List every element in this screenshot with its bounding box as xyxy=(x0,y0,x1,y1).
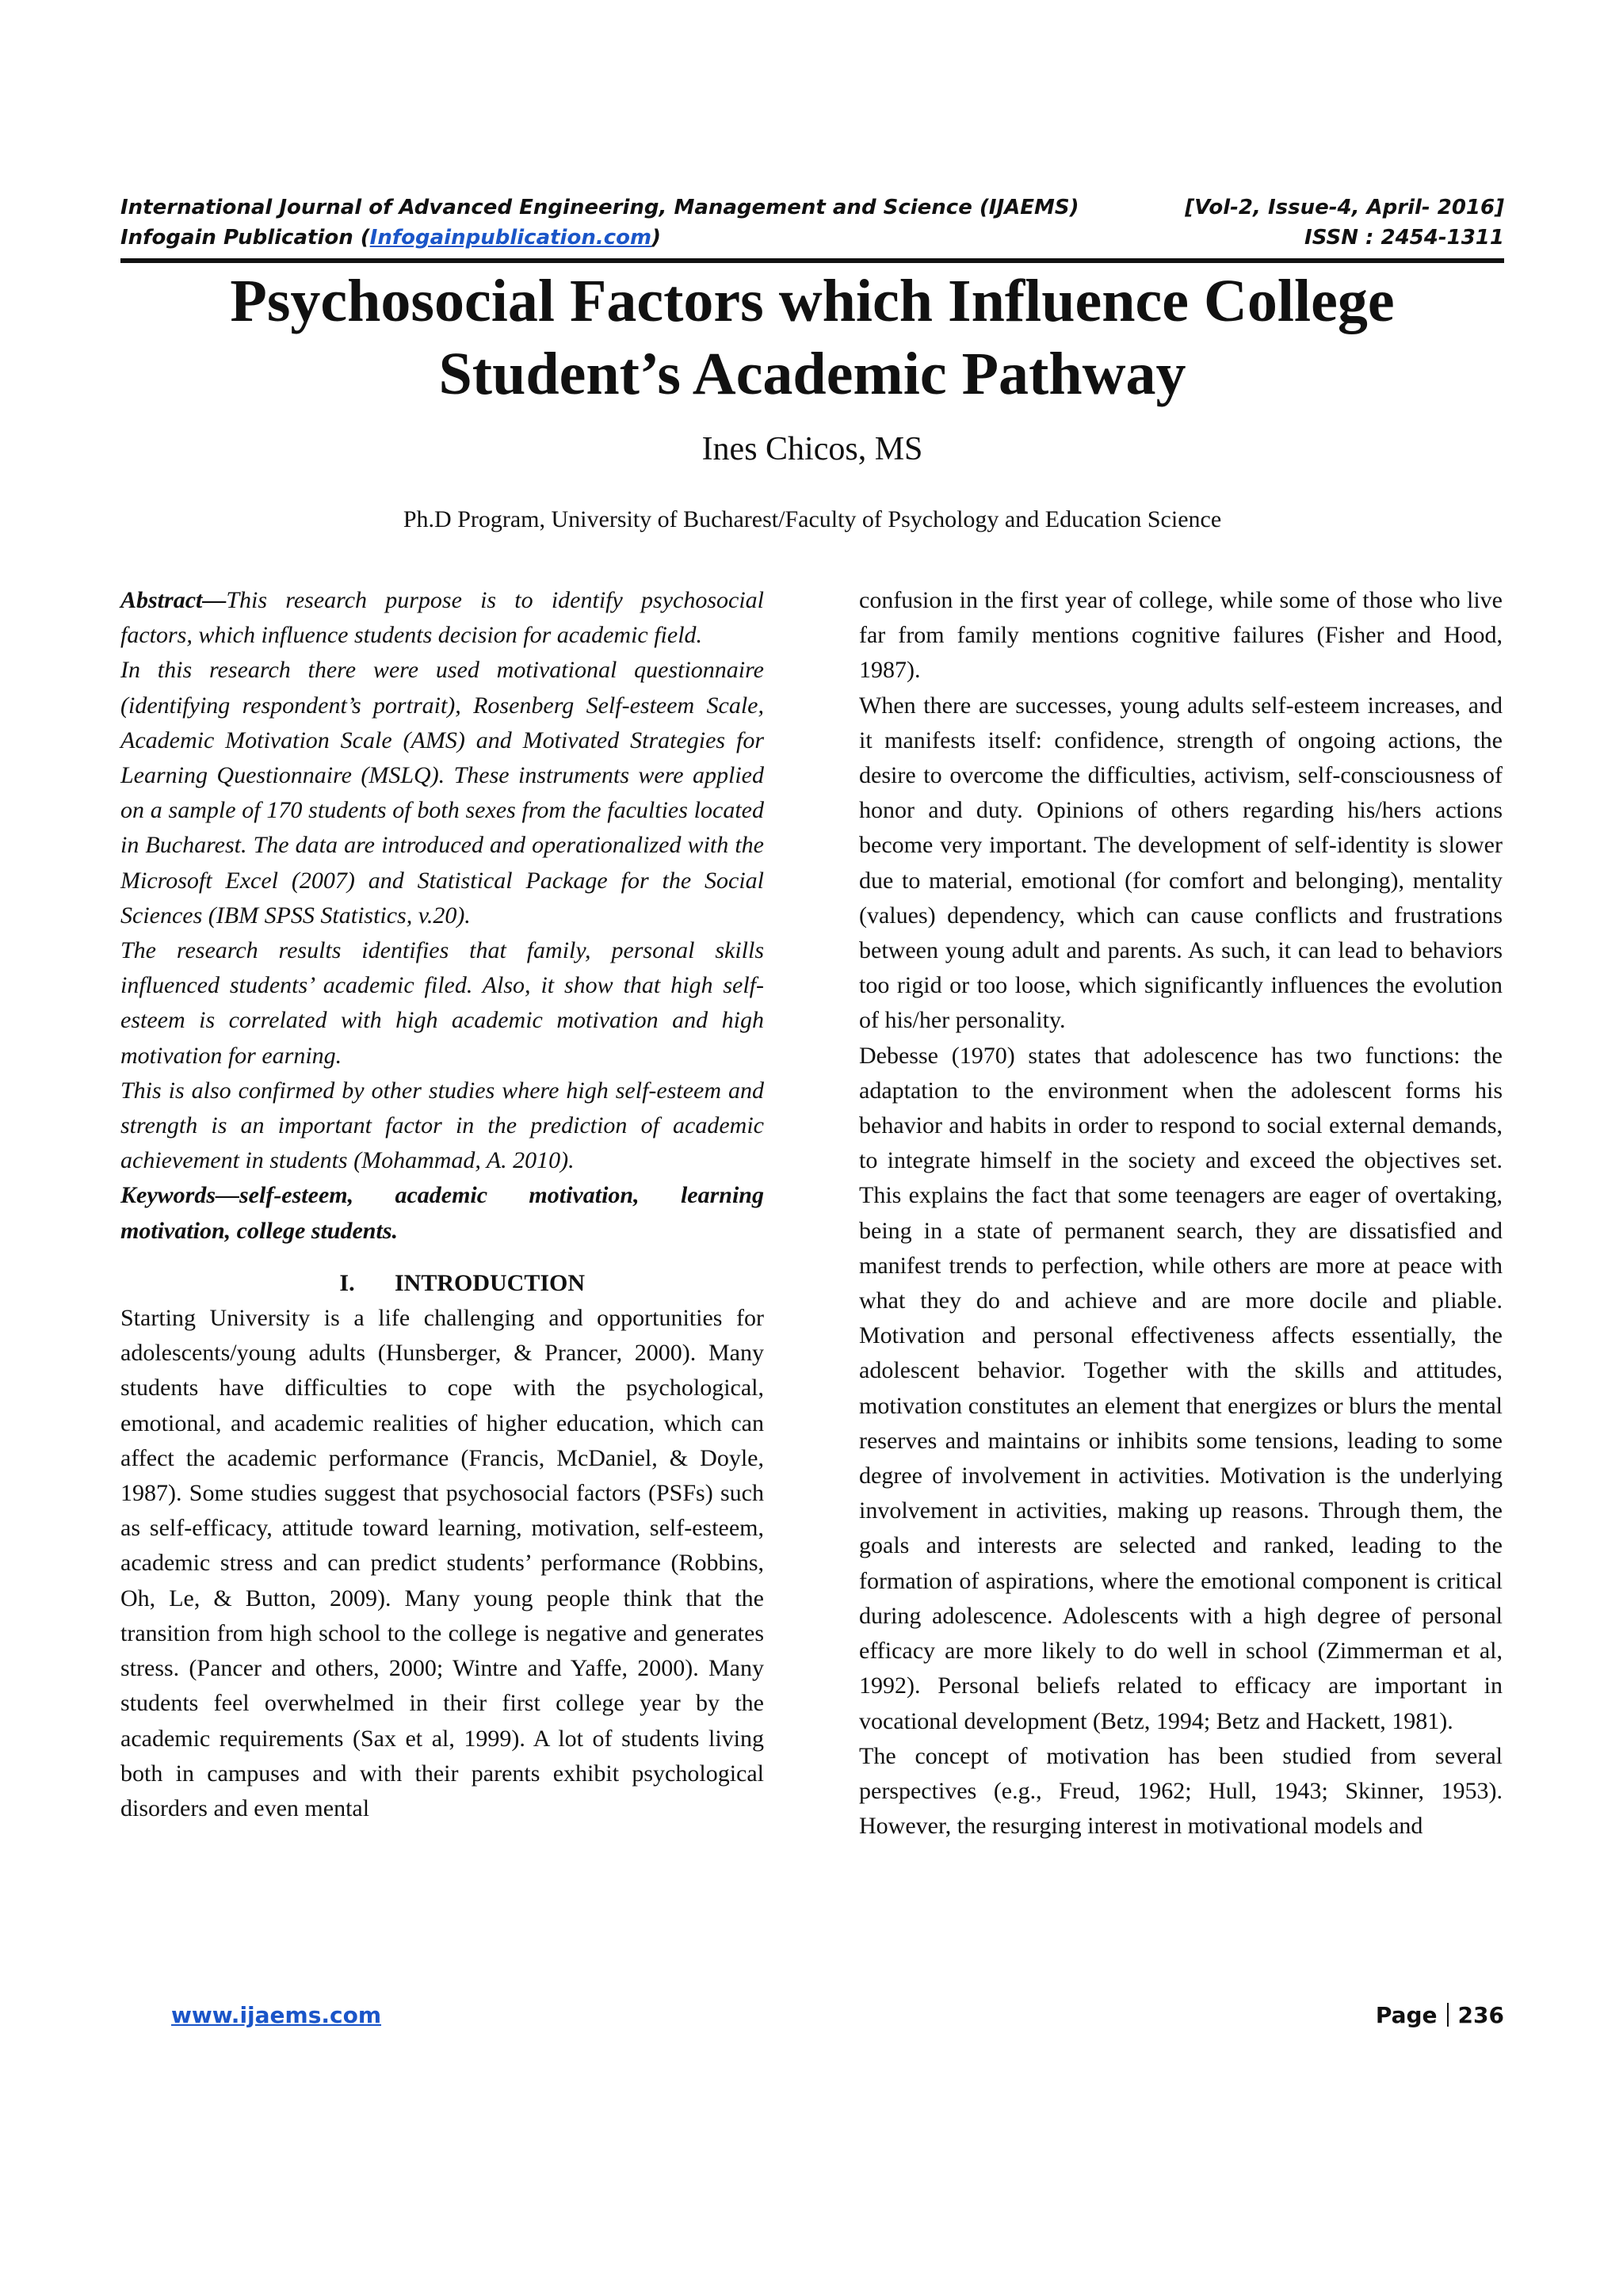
section-number: I. xyxy=(339,1269,355,1296)
page-label: Page xyxy=(1375,2002,1438,2028)
abstract-paragraph-3: The research results identifies that family, personal skills influenced students’ academic filed. Also, it show that high self-esteem is correlated with high academic motivation and high motivation for earning. xyxy=(120,937,764,1069)
author-affiliation: Ph.D Program, University of Bucharest/Faculty of Psychology and Education Science xyxy=(403,506,1222,532)
running-header-line1 xyxy=(120,193,1504,222)
abstract-paragraph-2: In this research there were used motivational questionnaire (identifying respondent’s portrait), Rosenberg Self-esteem Scale, Academic Motivation Scale (AMS) and Motivated Strategies for Learning Questionnaire (MSLQ). These instruments were applied on a sample of 170 students of both sexes from the faculties located in Bucharest. The data are introduced and operationalized with the Microsoft Excel (2007) and Statistical Package for the Social Sciences (IBM SPSS Statistics, v.20). xyxy=(120,657,764,929)
journal-name: International Journal of Advanced Engineering, Management and Science (IJAEMS) xyxy=(120,196,1079,219)
left-column xyxy=(120,583,764,1826)
page-number: 236 xyxy=(1457,2002,1504,2028)
introduction-paragraph-1: Starting University is a life challenging and opportunities for adolescents/young adults (Hunsberger, & Prancer, 2000). Many students have difficulties to cope with the psychological, emotional, and academic realities of higher education, which can affect the academic performance (Francis, McDaniel, & Doyle, 1987). Some studies suggest that psychosocial factors (PSFs) such as self-efficacy, attitude toward learning, motivation, self-esteem, academic stress and can predict students’ performance (Robbins, Oh, Le, & Button, 2009). Many young people think that the transition from high school to the college is negative and generates stress. (Pancer and others, 2000; Wintre and Yaffe, 2000). Many students feel overwhelmed in their first college year by the academic requirements (Sax et al, 1999). A lot of students living both in campuses and with their parents exhibit psychological disorders and even mental xyxy=(120,1305,764,1821)
abstract-paragraph-1: Abstract—This research purpose is to identify psychosocial factors, which influence students decision for academic field. xyxy=(120,587,764,649)
section-title: INTRODUCTION xyxy=(394,1269,586,1296)
abstract-paragraph-4: This is also confirmed by other studies where high self-esteem and strength is an important factor in the prediction of academic achievement in students (Mohammad, A. 2010). xyxy=(120,1077,764,1174)
body-paragraph-4: The concept of motivation has been studied from several perspectives (e.g., Freud, 1962; Hull, 1943; Skinner, 1953). However, the resurging interest in motivational models and xyxy=(859,1742,1503,1840)
footer-page-number xyxy=(1376,2000,1504,2031)
body-paragraph-3: Debesse (1970) states that adolescence has two functions: the adaptation to the environment when the adolescent forms his behavior and habits in order to respond to social external demands, to integrate himself in the society and exceed the objectives set. This explains the fact that some teenagers are eager of overtaking, being in a state of permanent search, they are dissatisfied and manifest trends to perfection, while others are more at peace with what they do and achieve and are more docile and pliable. Motivation and personal effectiveness affects essentially, the adolescent behavior. Together with the skills and attitudes, motivation constitutes an element that energizes or blurs the mental reserves and maintains or inhibits some tensions, leading to some degree of involvement in activities. Motivation is the underlying involvement in activities, making up reasons. Through them, the goals and interests are selected and ranked, leading to the formation of aspirations, where the emotional component is critical during adolescence. Adolescents with a high degree of personal efficacy are more likely to do well in school (Zimmerman et al, 1992). Personal beliefs related to efficacy are important in vocational development (Betz, 1994; Betz and Hackett, 1981). xyxy=(859,1042,1503,1734)
publisher-link[interactable]: Infogainpublication.com xyxy=(369,226,652,250)
publisher-suffix: ) xyxy=(651,226,661,250)
abstract-label: Abstract— xyxy=(120,587,227,613)
running-header-line2 xyxy=(120,223,1504,252)
section-heading-introduction xyxy=(120,1266,764,1301)
footer-website-link[interactable]: www.ijaems.com xyxy=(171,2002,382,2028)
article-title: Psychosocial Factors which Influence College Student’s Academic Pathway xyxy=(230,268,1395,407)
header-rule xyxy=(120,258,1504,263)
issn: ISSN : 2454-1311 xyxy=(1304,226,1504,250)
article-author: Ines Chicos, MS xyxy=(701,431,923,467)
body-paragraph-1: confusion in the first year of college, while some of those who live far from family mentions cognitive failures (Fisher and Hood, 1987). xyxy=(859,587,1503,684)
volume-issue: [Vol-2, Issue-4, April- 2016] xyxy=(1185,196,1504,219)
body-paragraph-2: When there are successes, young adults self-esteem increases, and it manifests itself: confidence, strength of ongoing actions, the desire to overcome the difficulties, activism, self-consciousness of honor and duty. Opinions of others regarding his/hers actions become very important. The development of self-identity is slower due to material, emotional (for comfort and belonging), mentality (values) dependency, which can cause conflicts and frustrations between young adult and parents. As such, it can lead to behaviors too rigid or too loose, which significantly influences the evolution of his/her personality. xyxy=(859,692,1503,1034)
publisher-prefix: Infogain Publication ( xyxy=(120,226,370,250)
keywords: Keywords—self-esteem, academic motivation, learning motivation, college students. xyxy=(120,1182,764,1244)
right-column xyxy=(859,583,1503,1844)
page-divider xyxy=(1447,2003,1449,2027)
